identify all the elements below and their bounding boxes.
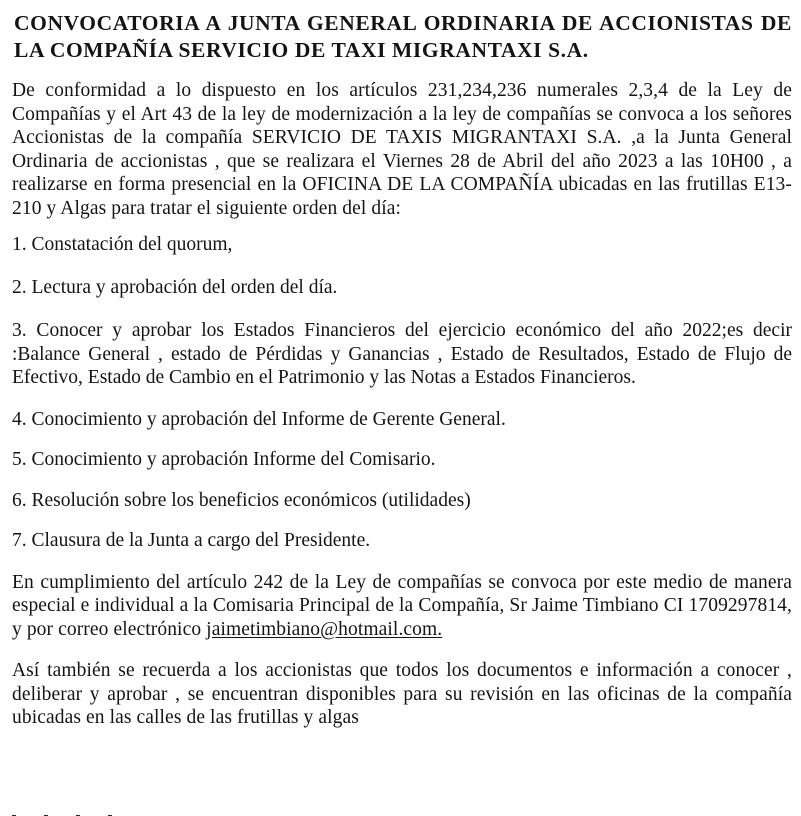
agenda-item-4: 4. Conocimiento y aprobación del Informe de Gerente General. (12, 408, 506, 430)
agenda-item-5: 5. Conocimiento y aprobación Informe del Comisario. (12, 449, 436, 470)
intro-paragraph: De conformidad a lo dispuesto en los artículos 231,234,236 numerales 2,3,4 de la Ley de Compañías y el Art 43 de la ley de modernización a la ley de compañías se convoca a los señores Accionistas de la compañía SERVICIO DE TAXIS MIGRANTAXI S.A. ,a la Junta General Ordinaria de accionistas , que se realizara el Viernes 28 de Abril del año 2023 a las 10H00 , a realizarse en forma presencial en la OFICINA DE LA COMPAÑÍA ubicadas en las frutillas E13-210 y Algas para tratar el siguiente orden del día: (12, 80, 792, 219)
agenda-item-6: 6. Resolución sobre los beneficios económicos (utilidades) (12, 489, 471, 511)
document-title: CONVOCATORIA A JUNTA GENERAL ORDINARIA DE ACCIONISTAS DE LA COMPAÑÍA SERVICIO DE TAXI MIGRANTAXI S.A. (14, 11, 792, 62)
closing-paragraph-2: Así también se recuerda a los accionistas que todos los documentos e información a conocer , deliberar y aprobar , se encuentran disponibles para su revisión en las oficinas de la compañía ubicadas en las calles de las frutillas y algas (12, 660, 792, 728)
closing-paragraph-1 (12, 571, 792, 642)
email-link[interactable]: jaimetimbiano@hotmail.com. (206, 618, 443, 640)
agenda-item-3: 3. Conocer y aprobar los Estados Financieros del ejercicio económico del año 2022;es decir :Balance General , estado de Pérdidas y Ganancias , Estado de Resultados, Estado de Flujo de Efectivo, Estado de Cambio en el Patrimonio y las Notas a Estados Financieros. (12, 320, 792, 388)
closing-paragraph-1-text: En cumplimiento del artículo 242 de la Ley de compañías se convoca por este medio de manera especial e individual a la Comisaria Principal de la Compañía, Sr Jaime Timbiano CI 1709297814, y por correo electrónico (12, 571, 792, 640)
agenda-item-2: 2. Lectura y aprobación del orden del día. (12, 276, 338, 298)
agenda-item-7: 7. Clausura de la Junta a cargo del Presidente. (12, 530, 371, 551)
agenda-item-1: 1. Constatación del quorum, (12, 234, 233, 255)
document-page (12, 4, 792, 730)
cutoff-text-fragment (12, 806, 252, 816)
